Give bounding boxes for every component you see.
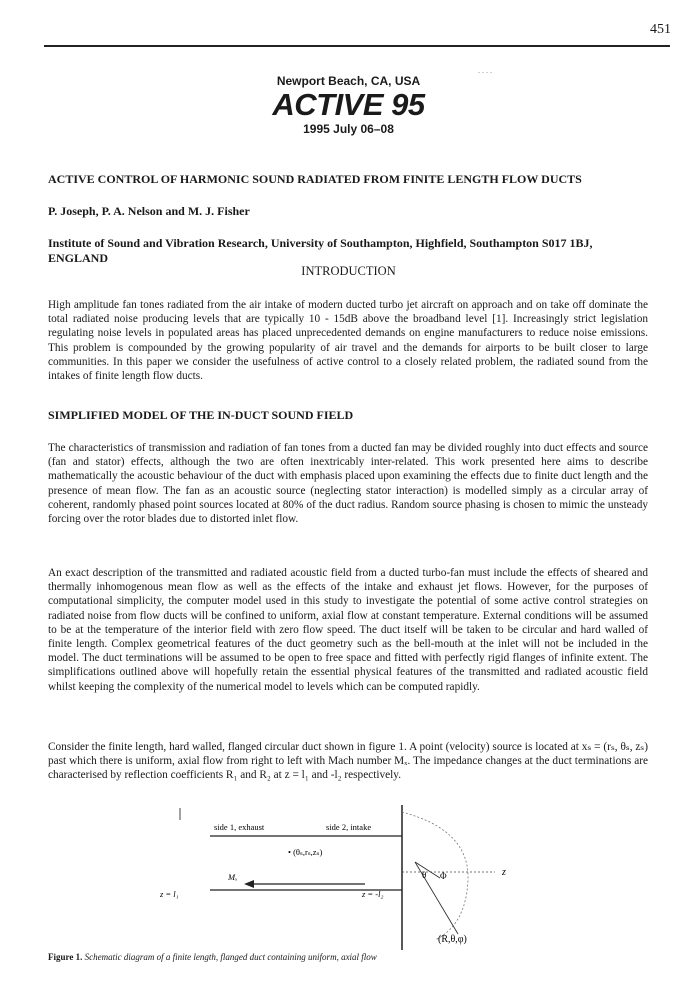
- model-paragraph-1: The characteristics of transmission and radiation of fan tones from a ducted fan may be divided roughly into duct effects and source (fan and stator) effects, although the two are often inextricably inter-related. This work presented here aims to describe mathematically the acoustic behaviour of the duct with emphasis placed upon examining the effects due to finite duct length and the presence of mean flow. The fan as an acoustic source (neglecting stator interaction) is modelled simply as a circular array of coherent, randomly phased point sources located at 80% of the duct radius. Random source phasing is chosen to mimic the unsteady forcing over the rotor blades due to distorted inlet flow.: [48, 442, 648, 526]
- angle-ray: [415, 862, 440, 878]
- paper-affiliation: Institute of Sound and Vibration Research, University of Southampton, Highfield, Southampton S017 1BJ, ENGLAND: [48, 236, 593, 265]
- figure-1: [150, 800, 520, 950]
- paper-authors: P. Joseph, P. A. Nelson and M. J. Fisher: [48, 204, 250, 218]
- page-number: 451: [650, 22, 671, 37]
- phi-label: Φ: [440, 871, 447, 881]
- flow-arrow-head: [244, 880, 254, 888]
- duct-diagram: [150, 800, 520, 950]
- introduction-heading: INTRODUCTION: [301, 264, 396, 278]
- conference-location: Newport Beach, CA, USA: [276, 74, 421, 88]
- figure-caption: [48, 952, 377, 962]
- model-paragraph-3: Consider the finite length, hard walled, flanged circular duct shown in figure 1. A point (velocity) source is located at xₛ = (rₛ, θₛ, zₛ) past which there is uniform, axial flow from right to left with Mach number Mₓ. The impedance changes at the duct terminations are characterised by reflection coefficients R₁ and R₂ at z = l₁ and -l₂ respectively.: [48, 741, 648, 782]
- conference-dates: 1995 July 06–08: [303, 122, 394, 136]
- header-rule: [44, 45, 670, 47]
- introduction-paragraph: High amplitude fan tones radiated from the air intake of modern ducted turbo jet aircraft on approach and on take off dominate the total radiated noise producing levels that are typically 10 - 15dB above the broadband level [1]. Increasingly strict legislation regulating noise levels in populated areas has placed unprecedented demands on engine manufacturers to reduce noise emissions. This problem is compounded by the growing popularity of air travel and the demands for airports to be built closer to large communities. In this paper we consider the usefulness of active control to a closely related problem, the radiated sound from the intakes of finite length flow ducts.: [48, 299, 648, 383]
- z-axis-label: z: [502, 867, 506, 878]
- model-heading: SIMPLIFIED MODEL OF THE IN-DUCT SOUND FIELD: [48, 408, 354, 422]
- far-point-label: (R,θ,φ): [438, 934, 467, 945]
- model-paragraph-2: An exact description of the transmitted and radiated acoustic field from a ducted turbo-fan must include the effects of sheared and thermally inhomogenous mean flow as well as the effects of the intake and exhaust jet flows. However, for the purposes of computational simplicity, the computer model used in this study to investigate the potential of some active control strategies on radiated noise from flow ducts will be confined to uniform, axial flow at constant temperature. External conditions will be assumed to be at the temperature of the interior field with zero flow speed. The duct itself will be taken to be circular and hard walled of finite length. Complex geometrical features of the duct geometry such as the bell-mouth at the inlet will not be included in the model. The duct terminations will be assumed to be open to free space and fitted with perfectly rigid flanges of infinite extent. The simplifications outlined above will hopefully retain the essential physical features of the transmitted and radiated acoustic field whilst keeping the complexity of the numerical model to levels which can be computed rapidly.: [48, 567, 648, 693]
- far-field-arc: [402, 812, 468, 940]
- caption-prefix: Figure 1.: [48, 952, 83, 962]
- paper-title: ACTIVE CONTROL OF HARMONIC SOUND RADIATED FROM FINITE LENGTH FLOW DUCTS: [48, 172, 582, 186]
- conference-name: ACTIVE 95: [272, 87, 425, 122]
- left-end-label: z = l₁: [160, 889, 179, 899]
- caption-text: Schematic diagram of a finite length, flanged duct containing uniform, axial flow: [84, 952, 377, 962]
- side1-label: side 1, exhaust: [214, 822, 265, 832]
- source-label: • (θₛ,rₛ,zₛ): [288, 847, 323, 857]
- theta-label: θ: [422, 870, 427, 880]
- side2-label: side 2, intake: [326, 822, 372, 832]
- scan-mark: ....: [478, 66, 494, 75]
- right-end-label: z = -l₂: [362, 889, 384, 899]
- mach-label: Mₓ: [228, 872, 238, 882]
